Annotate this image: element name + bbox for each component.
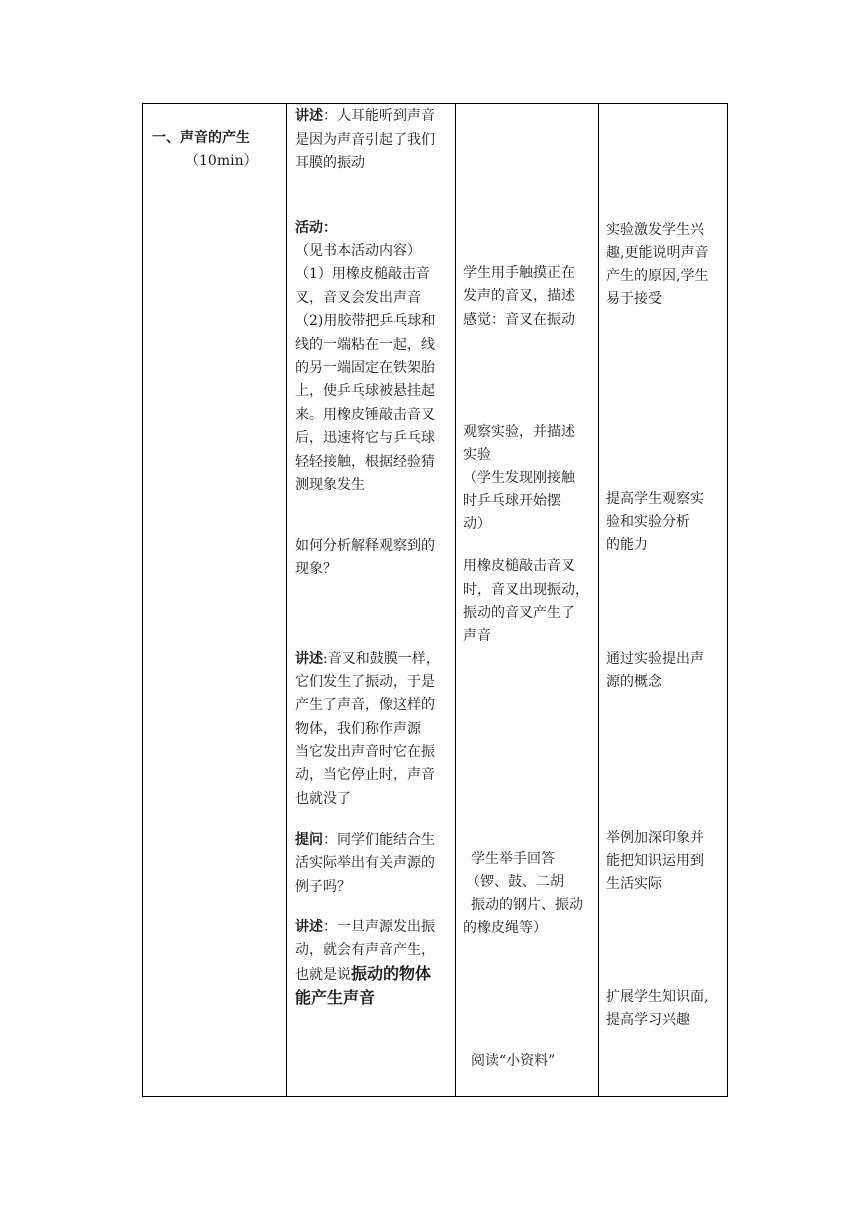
text-line: 实验激发学生兴 — [606, 222, 704, 238]
text-line: 动，当它停止时，声音 — [295, 767, 435, 783]
text-line: 来。用橡皮锤敲击音叉 — [295, 407, 435, 423]
text-line: 生活实际 — [606, 876, 662, 892]
text-line: 振动的音叉产生了 — [463, 605, 575, 621]
text-line: 学生举手回答 — [471, 851, 555, 867]
narration-block-1: 讲述：人耳能听到声音 — [295, 108, 435, 124]
text-line: 物体，我们称作声源 — [295, 721, 421, 737]
text-line: 扩展学生知识面, — [606, 989, 709, 1005]
text-line: 动，就会有声音产生， — [295, 942, 435, 958]
text-line: 例子吗？ — [295, 879, 351, 895]
column-divider — [455, 104, 456, 1096]
text-line: 叉，音叉会发出声音 — [295, 290, 421, 306]
text-line: 后，迅速将它与乒乓球 — [295, 430, 435, 446]
text-line: （学生发现刚接触 — [463, 470, 575, 486]
text-line: 趣,更能说明声音 — [606, 245, 709, 261]
text-line: 提高学习兴趣 — [606, 1012, 690, 1028]
text-line: 动） — [463, 516, 491, 532]
text-line: 测现象发生 — [295, 477, 365, 493]
text-line: 它们发生了振动，于是 — [295, 674, 435, 690]
text-line: 的另一端固定在铁架胎 — [295, 360, 435, 376]
activity-label: 活动： — [295, 220, 337, 236]
text-line: 感觉：音叉在振动 — [463, 312, 575, 328]
section-duration: （10min） — [185, 153, 258, 169]
text-line: （2)用胶带把乒乓球和 — [295, 313, 436, 329]
text-line: 能把知识运用到 — [606, 853, 704, 869]
text-line: 也就没了 — [295, 791, 351, 807]
column-divider — [598, 104, 599, 1096]
section-title: 一、声音的产生 — [152, 130, 250, 146]
text-line: 观察实验，并描述 — [463, 424, 575, 440]
conclusion-line: 也就是说振动的物体 — [295, 964, 432, 983]
text-line: 举例加深印象并 — [606, 830, 704, 846]
text-line: 提高学生观察实 — [606, 491, 704, 507]
question-block: 提问：同学们能结合生 — [295, 832, 435, 848]
text-line: 源的概念 — [606, 674, 662, 690]
text-line: 当它发出声音时它在振 — [295, 744, 435, 760]
text-line: 现象？ — [295, 561, 337, 577]
conclusion-emphasis: 能产生声音 — [295, 988, 376, 1007]
text-line: （见书本活动内容） — [295, 243, 421, 259]
text-line: 阅读“小资料” — [471, 1053, 556, 1069]
text-line: 振动的钢片、振动 — [471, 897, 583, 913]
text-line: 轻轻接触，根据经验猜 — [295, 454, 435, 470]
text-line: 时乒乓球开始摆 — [463, 493, 561, 509]
text-line: 如何分析解释观察到的 — [295, 538, 435, 554]
text-line: （锣、鼓、二胡 — [466, 874, 564, 890]
column-divider — [286, 104, 287, 1096]
text-line: 发声的音叉，描述 — [463, 288, 575, 304]
text-line: 的能力 — [606, 537, 648, 553]
text-line: 时，音叉出现振动， — [463, 582, 589, 598]
text-line: （1）用橡皮槌敲击音 — [295, 266, 430, 282]
text-line: 通过实验提出声 — [606, 651, 704, 667]
text-line: 学生用手触摸正在 — [463, 265, 575, 281]
text-line: 耳膜的振动 — [295, 155, 365, 171]
text-line: 用橡皮槌敲击音叉 — [463, 558, 575, 574]
narration-block-2: 讲述:音叉和鼓膜一样， — [295, 651, 440, 667]
text-line: 活实际举出有关声源的 — [295, 855, 435, 871]
text-line: 是因为声音引起了我们 — [295, 132, 435, 148]
text-line: 的橡皮绳等） — [463, 920, 547, 936]
text-line: 产生了声音，像这样的 — [295, 697, 435, 713]
text-line: 实验 — [463, 447, 491, 463]
text-line: 声音 — [463, 628, 491, 644]
text-line: 产生的原因,学生 — [606, 268, 709, 284]
text-line: 易于接受 — [606, 291, 662, 307]
narration-block-3: 讲述：一旦声源发出振 — [295, 919, 435, 935]
text-line: 验和实验分析 — [606, 514, 690, 530]
text-line: 上，使乒乓球被悬挂起 — [295, 383, 435, 399]
text-line: 线的一端粘在一起，线 — [295, 337, 435, 353]
